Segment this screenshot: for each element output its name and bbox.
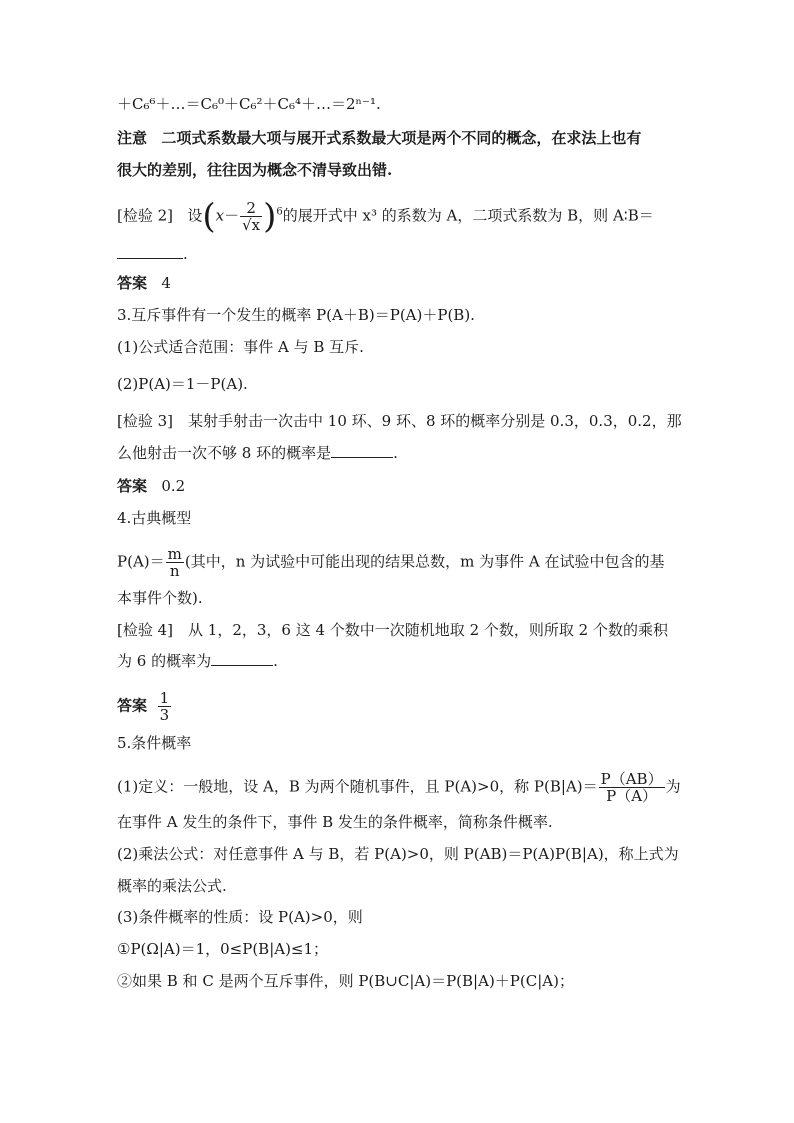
check-4-line: [检验 4] 从 1，2，3，6 这 4 个数中一次随机地取 2 个数，则所取 2 个数的乘积 — [117, 621, 668, 639]
check-2-fraction: $\frac{2}{√x}$ — [242, 199, 261, 234]
section-5-item-1b: 在事件 A 发生的条件下，事件 B 发生的条件概率，简称条件概率. — [117, 813, 553, 831]
answer-2 — [117, 273, 171, 293]
section-5-item-2b: 概率的乘法公式. — [117, 877, 227, 895]
section-5-item-3: (3)条件概率的性质：设 P(A)>0，则 — [117, 908, 363, 926]
check-4-line-2: 为 6 的概率为 . — [117, 652, 278, 670]
answer-label: 答案 — [117, 696, 148, 715]
text-line: ＋C₆⁶＋…＝C₆⁰＋C₆²＋C₆⁴＋…＝2ⁿ⁻¹. — [117, 95, 381, 113]
section-5-heading: 5.条件概率 — [117, 734, 192, 752]
answer-value: 0.2 — [161, 477, 186, 495]
note-text: 二项式系数最大项与展开式系数最大项是两个不同的概念，在求法上也有 — [161, 129, 642, 147]
check-3-line-2: 么他射击一次不够 8 环的概率是 . — [117, 444, 398, 462]
check-2-line: [检验 2] 设(x－ $\frac{2}{√x}$ )$^6$的展开式中 x³ 的系数为 A，二项式系数为 B，则 A∶B＝ — [117, 196, 654, 237]
section-3-item-2: (2)P(A)＝1－P(A). — [117, 375, 248, 393]
answer-3 — [117, 476, 185, 496]
section-3-item-1: (1)公式适合范围：事件 A 与 B 互斥. — [117, 338, 364, 356]
answer-value: 4 — [161, 274, 171, 292]
note-line-2: 很大的差别，往往因为概念不清导致出错. — [117, 161, 393, 179]
property-1: ①P(Ω|A)＝1，0≤P(B|A)≤1； — [117, 940, 329, 958]
check-2-pre: 设 — [187, 206, 203, 225]
classic-probability-fraction: $\frac{m}{n}$ — [167, 545, 182, 580]
answer-blank-line: . — [117, 244, 188, 264]
answer-4 — [117, 690, 172, 723]
section-3-heading: 3.互斥事件有一个发生的概率 P(A＋B)＝P(A)＋P(B). — [117, 306, 475, 324]
section-4-formula: P(A)＝ $\frac{m}{n}$ (其中，n 为试验中可能出现的结果总数，m 为事件 A 在试验中包含的基 — [117, 545, 665, 580]
answer-fraction: $\frac{1}{3}$ — [159, 689, 170, 724]
section-4-formula-2: 本事件个数). — [117, 589, 203, 607]
property-2: ②如果 B 和 C 是两个互斥事件，则 P(B∪C|A)＝P(B|A)＋P(C|A)； — [117, 972, 574, 990]
check-3-line: [检验 3] 某射手射击一次击中 10 环、9 环、8 环的概率分别是 0.3，0.3，0.2，那 — [117, 412, 682, 430]
check-2-post: 的展开式中 x³ 的系数为 A，二项式系数为 B，则 A∶B＝ — [282, 206, 654, 225]
section-5-item-2: (2)乘法公式：对任意事件 A 与 B，若 P(A)>0，则 P(AB)＝P(A)P(B|A)，称上式为 — [117, 845, 679, 863]
note-line — [117, 128, 641, 148]
note-label: 注意 — [117, 129, 148, 147]
conditional-probability-fraction: $\frac{P(AB)}{P(A)}$ — [600, 770, 663, 805]
check-2-label: [检验 2] — [117, 206, 174, 225]
section-4-heading: 4.古典概型 — [117, 509, 192, 527]
section-5-item-1: (1)定义：一般地，设 A，B 为两个随机事件，且 P(A)>0，称 P(B|A)＝ $\frac{P(AB)}{P(A)}$ 为 — [117, 770, 681, 805]
answer-label: 答案 — [117, 477, 148, 495]
answer-label: 答案 — [117, 274, 148, 292]
